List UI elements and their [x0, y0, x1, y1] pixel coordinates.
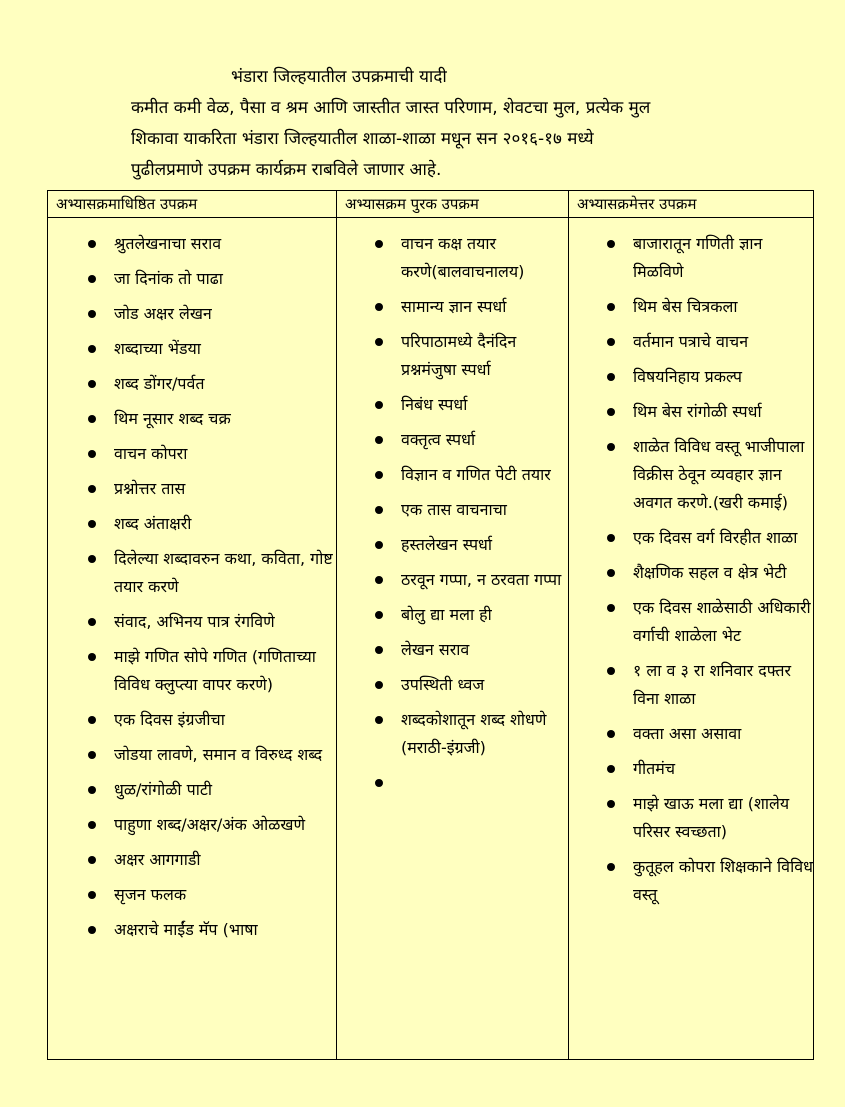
list-item-text: श्रुतलेखनाचा सराव [114, 234, 222, 253]
bullet-icon [607, 863, 615, 871]
list-item [337, 671, 568, 699]
list-item [337, 531, 568, 559]
activity-list [569, 218, 814, 909]
list-item-text: शाळेत विविध वस्तू भाजीपाला विक्रीस ठेवून व्यवहार ज्ञान अवगत करणे.(खरी कमाई) [633, 437, 805, 512]
bullet-icon [375, 401, 383, 409]
list-item-text: अक्षर आगगाडी [114, 850, 201, 869]
list-item-text: बोलु द्या मला ही [401, 605, 492, 624]
bullet-icon [88, 415, 96, 423]
list-item [48, 608, 336, 636]
list-item-text: संवाद, अभिनय पात्र रंगविणे [114, 612, 275, 631]
bullet-icon [607, 765, 615, 773]
list-item-text: परिपाठामध्ये दैनंदिन प्रश्नमंजुषा स्पर्धा [401, 332, 517, 379]
list-item [337, 461, 568, 489]
bullet-icon [88, 275, 96, 283]
list-item [569, 433, 814, 517]
list-item [48, 643, 336, 699]
list-item-text: शब्दाच्या भेंडया [114, 339, 201, 358]
bullet-icon [375, 436, 383, 444]
column-header: अभ्यासक्रमाधिष्ठित उपक्रम [48, 191, 336, 218]
list-item-text: निबंध स्पर्धा [401, 395, 468, 414]
list-item-text: एक दिवस वर्ग विरहीत शाळा [633, 528, 798, 547]
list-item [569, 230, 814, 286]
list-item-text: माझे गणित सोपे गणित (गणिताच्या विविध क्लुप्त्या वापर करणे) [114, 647, 316, 694]
bullet-icon [607, 534, 615, 542]
bullet-icon [607, 569, 615, 577]
list-item [48, 916, 336, 944]
bullet-icon [375, 240, 383, 248]
list-item [48, 545, 336, 601]
list-item [48, 230, 336, 258]
list-item-text: एक दिवस इंग्रजीचा [114, 710, 225, 729]
list-item [337, 706, 568, 762]
bullet-icon [375, 338, 383, 346]
column-header: अभ्यासक्रमेत्तर उपक्रम [569, 191, 814, 218]
column-header: अभ्यासक्रम पुरक उपक्रम [337, 191, 568, 218]
bullet-icon [607, 303, 615, 311]
list-item [48, 405, 336, 433]
list-item-text: प्रश्नोत्तर तास [114, 479, 186, 498]
list-item-text: धुळ/रांगोळी पाटी [114, 780, 213, 799]
list-item [48, 440, 336, 468]
list-item-text: वर्तमान पत्राचे वाचन [633, 332, 749, 351]
bullet-icon [607, 730, 615, 738]
bullet-icon [88, 485, 96, 493]
list-item-text: कुतूहल कोपरा शिक्षकाने विविध वस्तू [633, 857, 813, 904]
page-title: भंडारा जिल्हयातील उपक्रमाची यादी [231, 67, 447, 87]
bullet-icon [88, 716, 96, 724]
bullet-icon [88, 450, 96, 458]
list-item-text: ठरवून गप्पा, न ठरवता गप्पा [401, 570, 562, 589]
list-item [48, 265, 336, 293]
list-item-text: विज्ञान व गणित पेटी तयार [401, 465, 551, 484]
list-item-text: वाचन कोपरा [114, 444, 188, 463]
list-item-text: अक्षराचे माईंड मॅप (भाषा [114, 920, 258, 939]
intro-line-3: पुढीलप्रमाणे उपक्रम कार्यक्रम राबविले जाणार आहे. [131, 160, 442, 180]
list-item-text: माझे खाऊ मला द्या (शालेय परिसर स्वच्छता) [633, 794, 790, 841]
list-item-text: सृजन फलक [114, 885, 187, 904]
list-item-text: वाचन कक्ष तयार करणे(बालवाचनालय) [401, 234, 525, 281]
list-item [48, 846, 336, 874]
bullet-icon [88, 856, 96, 864]
list-item-text: शब्दकोशातून शब्द शोधणे (मराठी-इंग्रजी) [401, 710, 547, 757]
list-item-text: दिलेल्या शब्दावरुन कथा, कविता, गोष्ट तयार करणे [114, 549, 333, 596]
bullet-icon [375, 471, 383, 479]
list-item [337, 293, 568, 321]
bullet-icon [88, 555, 96, 563]
bullet-icon [375, 646, 383, 654]
bullet-icon [88, 926, 96, 934]
list-item [569, 293, 814, 321]
list-item [48, 335, 336, 363]
bullet-icon [607, 338, 615, 346]
list-item [48, 370, 336, 398]
list-item-text: सामान्य ज्ञान स्पर्धा [401, 297, 507, 316]
list-item [337, 328, 568, 384]
list-item [48, 776, 336, 804]
list-item-text: थिम नूसार शब्द चक्र [114, 409, 231, 428]
bullet-icon [607, 408, 615, 416]
bullet-icon [88, 520, 96, 528]
bullet-icon [375, 576, 383, 584]
bullet-icon [88, 240, 96, 248]
list-item-text: एक तास वाचनाचा [401, 500, 507, 519]
intro-line-1: कमीत कमी वेळ, पैसा व श्रम आणि जास्तीत जास्त परिणाम, शेवटचा मुल, प्रत्येक मुल [131, 98, 651, 118]
column-curriculum-supplementary [337, 191, 569, 1059]
list-item [569, 790, 814, 846]
list-item-text: जोडया लावणे, समान व विरुध्द शब्द [114, 745, 323, 764]
bullet-icon [375, 506, 383, 514]
list-item [569, 755, 814, 783]
list-item-text: वक्ता असा असावा [633, 724, 742, 743]
activities-table [47, 190, 814, 1060]
list-item-text: हस्तलेखन स्पर्धा [401, 535, 493, 554]
list-item [337, 566, 568, 594]
list-item [337, 601, 568, 629]
bullet-icon [88, 891, 96, 899]
list-item [337, 426, 568, 454]
list-item-text: शब्द अंताक्षरी [114, 514, 192, 533]
bullet-icon [88, 786, 96, 794]
list-item [48, 741, 336, 769]
activity-list [337, 218, 568, 762]
list-item-text: वक्तृत्व स्पर्धा [401, 430, 476, 449]
list-item-text: लेखन सराव [401, 640, 470, 659]
list-item-text: बाजारातून गणिती ज्ञान मिळविणे [633, 234, 763, 281]
bullet-icon [607, 373, 615, 381]
bullet-icon [375, 611, 383, 619]
list-item-text: शैक्षणिक सहल व क्षेत्र भेटी [633, 563, 787, 582]
activity-list [48, 218, 336, 944]
column-extracurricular [569, 191, 814, 1059]
bullet-icon [88, 653, 96, 661]
list-item [48, 706, 336, 734]
list-item [337, 496, 568, 524]
list-item-text: उपस्थिती ध्वज [401, 675, 485, 694]
list-item [48, 300, 336, 328]
bullet-icon [607, 604, 615, 612]
list-item-text: जोड अक्षर लेखन [114, 304, 212, 323]
list-item [569, 853, 814, 909]
list-item [569, 328, 814, 356]
bullet-icon [375, 716, 383, 724]
list-item [569, 398, 814, 426]
bullet-icon [88, 310, 96, 318]
list-item [569, 363, 814, 391]
bullet-icon [607, 443, 615, 451]
list-item [569, 594, 814, 650]
list-item [337, 636, 568, 664]
list-item-text: शब्द डोंगर/पर्वत [114, 374, 205, 393]
list-item [337, 230, 568, 286]
list-item [569, 559, 814, 587]
list-item-text: जा दिनांक तो पाढा [114, 269, 223, 288]
list-item [48, 475, 336, 503]
list-item [337, 391, 568, 419]
list-item-text: पाहुणा शब्द/अक्षर/अंक ओळखणे [114, 815, 306, 834]
intro-line-2: शिकावा याकरिता भंडारा जिल्हयातील शाळा-शाळा मधून सन २०१६-१७ मध्ये [131, 129, 594, 149]
bullet-icon [375, 779, 383, 787]
list-item [569, 657, 814, 713]
bullet-icon [88, 618, 96, 626]
list-item [48, 811, 336, 839]
bullet-icon [375, 541, 383, 549]
list-item-text: विषयनिहाय प्रकल्प [633, 367, 742, 386]
list-item-text: गीतमंच [633, 759, 676, 778]
list-item-text: १ ला व ३ रा शनिवार दफ्तर विना शाळा [633, 661, 792, 708]
bullet-icon [375, 681, 383, 689]
bullet-icon [88, 751, 96, 759]
bullet-icon [607, 667, 615, 675]
bullet-icon [375, 303, 383, 311]
column-curriculum-based [48, 191, 337, 1059]
bullet-icon [88, 345, 96, 353]
bullet-icon [88, 380, 96, 388]
bullet-icon [607, 240, 615, 248]
list-item [48, 881, 336, 909]
bullet-icon [88, 821, 96, 829]
bullet-icon [607, 800, 615, 808]
list-item-text: थिम बेस चित्रकला [633, 297, 738, 316]
list-item-text: एक दिवस शाळेसाठी अधिकारी वर्गाची शाळेला भेट [633, 598, 811, 645]
list-item [569, 524, 814, 552]
list-item-text: थिम बेस रांगोळी स्पर्धा [633, 402, 762, 421]
list-item [48, 510, 336, 538]
list-item [569, 720, 814, 748]
